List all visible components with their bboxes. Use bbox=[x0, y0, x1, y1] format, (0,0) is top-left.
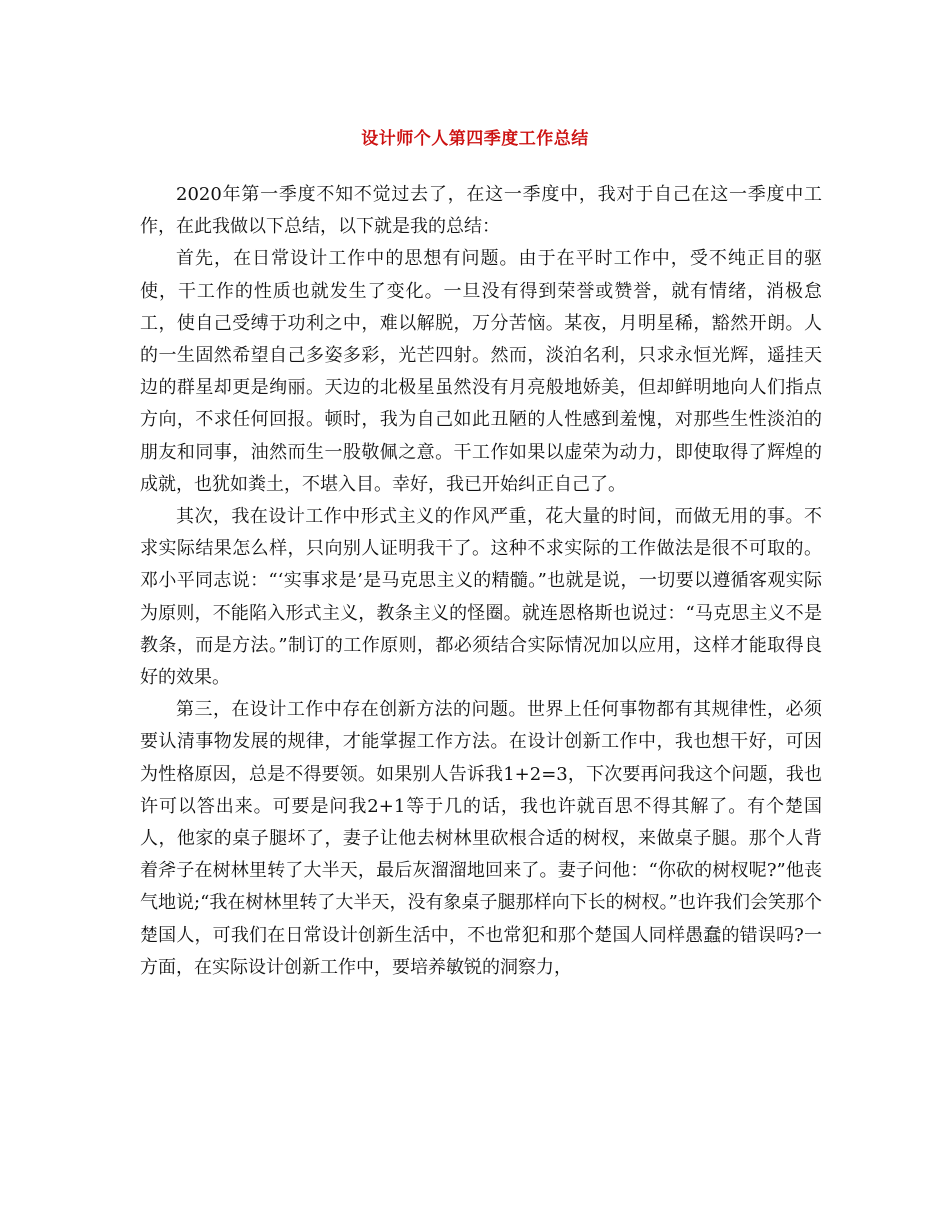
paragraph-third-point: 第三，在设计工作中存在创新方法的问题。世界上任何事物都有其规律性，必须要认清事物发展的规律，才能掌握工作方法。在设计创新工作中，我也想干好，可因为性格原因，总是不得要领。如果别人告诉我1+2=3，下次要再问我这个问题，我也许可以答出来。可要是问我2+1等于几的话，我也许就百思不得其解了。有个楚国人，他家的桌子腿坏了，妻子让他去树林里砍根合适的树杈，来做桌子腿。那个人背着斧子在树林里转了大半天，最后灰溜溜地回来了。妻子问他：“你砍的树杈呢?”他丧气地说;“我在树林里转了大半天，没有象桌子腿那样向下长的树杈。”也许我们会笑那个楚国人，可我们在日常设计创新生活中，不也常犯和那个楚国人同样愚蠢的错误吗?一方面，在实际设计创新工作中，要培养敏锐的洞察力， bbox=[140, 699, 822, 978]
paragraph-first-point: 首先，在日常设计工作中的思想有问题。由于在平时工作中，受不纯正目的驱使，干工作的性质也就发生了变化。一旦没有得到荣誉或赞誉，就有情绪，消极怠工，使自己受缚于功利之中，难以解脱，万分苦恼。某夜，月明星稀，豁然开朗。人的一生固然希望自己多姿多彩，光芒四射。然而，淡泊名利，只求永恒光辉，遥挂天边的群星却更是绚丽。天边的北极星虽然没有月亮般地娇美，但却鲜明地向人们指点方向，不求任何回报。顿时，我为自己如此丑陋的人性感到羞愧，对那些生性淡泊的朋友和同事，油然而生一股敬佩之意。干工作如果以虚荣为动力，即使取得了辉煌的成就，也犹如粪土，不堪入目。幸好，我已开始纠正自己了。 bbox=[140, 248, 822, 495]
document-title: 设计师个人第四季度工作总结 bbox=[361, 129, 589, 149]
paragraph-second-point: 其次，我在设计工作中形式主义的作风严重，花大量的时间，而做无用的事。不求实际结果怎么样，只向别人证明我干了。这种不求实际的工作做法是很不可取的。邓小平同志说：“‘实事求是’是马克思主义的精髓。”也就是说，一切要以遵循客观实际为原则，不能陷入形式主义，教条主义的怪圈。就连恩格斯也说过：“马克思主义不是教条，而是方法。”制订的工作原则，都必须结合实际情况加以应用，这样才能取得良好的效果。 bbox=[140, 506, 822, 689]
paragraph-intro: 2020年第一季度不知不觉过去了，在这一季度中，我对于自己在这一季度中工作，在此我做以下总结，以下就是我的总结： bbox=[140, 184, 822, 238]
document-body bbox=[140, 179, 822, 984]
